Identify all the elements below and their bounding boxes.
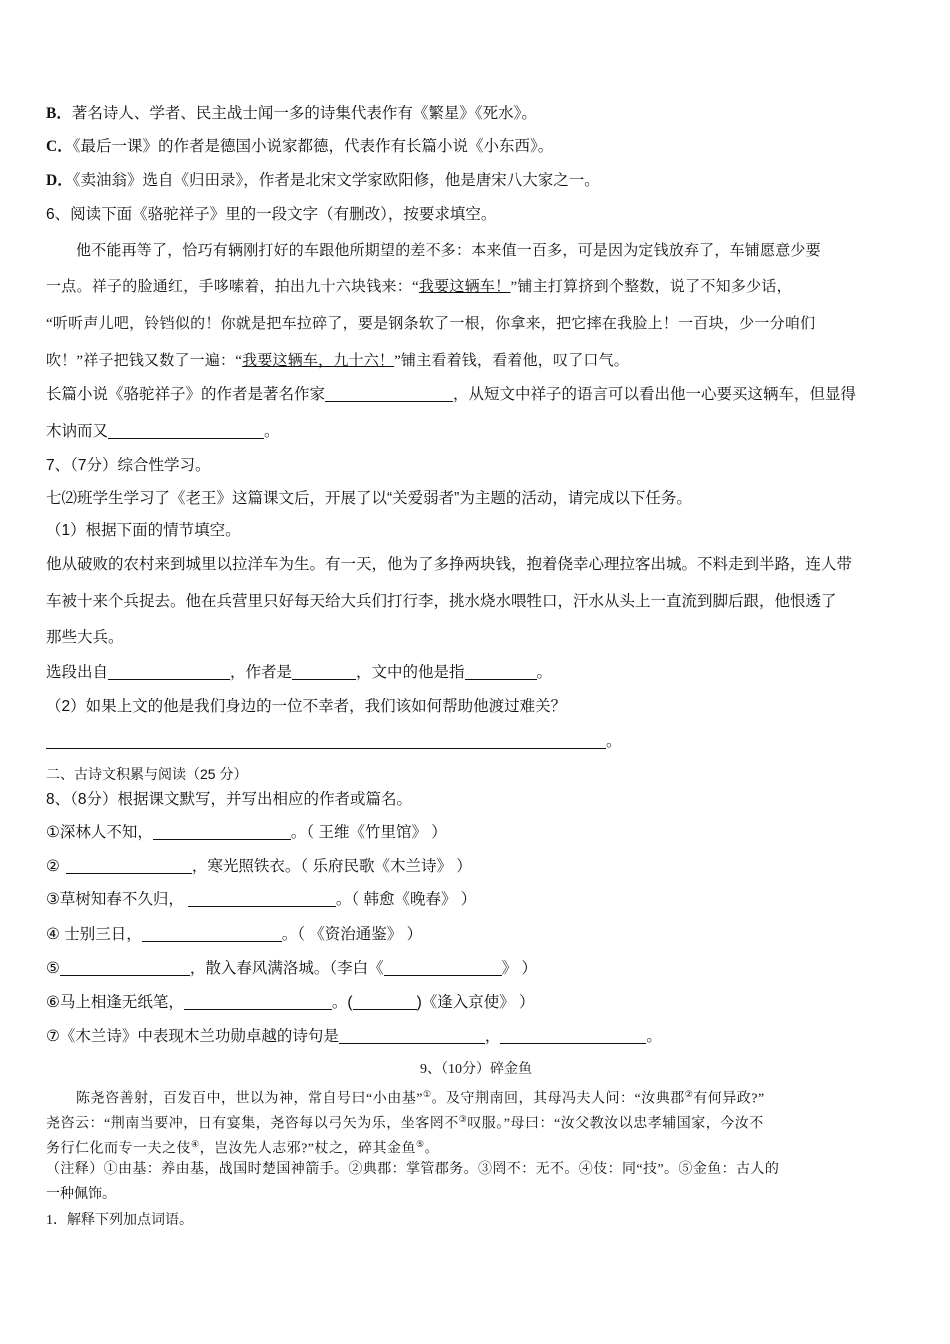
q8-line-4: [46, 924, 422, 946]
q7-para-line-1: 他从破败的农村来到城里以拉洋车为生。有一天，他为了多挣两块钱，抱着侥幸心理拉客出城。不料走到半路，连人带: [46, 556, 853, 573]
q6-fill2-text-b: 。: [264, 423, 280, 440]
q8-line-7: [46, 1026, 662, 1048]
q8-l3-text-b: 。（ 韩愈《晚春》 ）: [335, 891, 477, 908]
q8-line-1: [46, 822, 447, 844]
q6-p4-end: ”铺主看着钱，看着他，叹了口气。: [394, 353, 629, 369]
q6-p2-start: 一点。祥子的脸通红，手哆嗦着，拍出九十六块钱来：“: [46, 279, 419, 295]
q7-fill-text-d: 。: [536, 664, 553, 681]
q8-l4-text-a: ④ 士别三日，: [46, 926, 142, 943]
q7-person-blank[interactable]: [465, 663, 537, 680]
q7-sub2: （2）如果上文的他是我们身边的一位不幸者，我们该如何帮助他渡过难关？: [46, 698, 567, 715]
q7-fill-text-c: ，文中的他是指: [356, 664, 465, 681]
q8-l2-text-b: ，寒光照铁衣。（ 乐府民歌《木兰诗》 ）: [191, 858, 472, 875]
q9-t2-b: 叹服。”母曰：“汝父教汝以忠孝辅国家，今汝不: [467, 1116, 764, 1132]
q8-l6-author-blank[interactable]: [353, 993, 417, 1010]
q8-l2-text-a: ②: [46, 858, 60, 875]
q8-l1-blank[interactable]: [153, 823, 291, 840]
q8-l7-text-b: ，: [484, 1028, 501, 1045]
q6-passage-line-4: [46, 350, 629, 372]
q8-l6-blank[interactable]: [184, 993, 332, 1010]
q6-fill1-text-a: 长篇小说《骆驼祥子》的作者是著名作家: [46, 386, 326, 403]
q8-l7-text-a: ⑦《木兰诗》中表现木兰功勋卓越的诗句是: [46, 1028, 339, 1045]
q6-author-blank[interactable]: [325, 385, 453, 402]
q9-note-mark-4: ④: [191, 1139, 200, 1149]
q9-t3-c: 。: [424, 1141, 440, 1157]
q8-line-2: [46, 856, 472, 878]
q8-l3-text-a: ③草树知春不久归，: [46, 891, 184, 908]
q7-answer-end: 。: [606, 733, 622, 750]
q8-l4-text-b: 。（ 《资治通鉴》 ）: [281, 926, 423, 943]
q8-line-5: [46, 958, 537, 980]
q8-l6-text-b: 。(: [331, 994, 353, 1011]
q8-title: 8、（8分）根据课文默写，并写出相应的作者或篇名。: [46, 791, 412, 808]
q8-line-3: [46, 889, 476, 911]
q9-note-mark-2: ②: [684, 1089, 694, 1099]
q9-text-line-3: [46, 1133, 439, 1161]
q6-title: 6、阅读下面《骆驼祥子》里的一段文字（有删改），按要求填空。: [46, 206, 497, 223]
q7-para-line-3: 那些大兵。: [46, 629, 124, 646]
q7-para-line-2: 车被十来个兵捉去。他在兵营里只好每天给大兵们打行李，挑水烧水喂牲口，汗水从头上一直流到脚后跟，他恨透了: [46, 593, 837, 610]
option-b: [46, 103, 537, 125]
q6-p2-end: ”铺主打算挤到个整数，说了不知多少话，: [510, 279, 792, 295]
option-b-text: 著名诗人、学者、民主战士闻一多的诗集代表作有《繁星》《死水》。: [71, 105, 537, 122]
option-c: [46, 136, 553, 158]
q8-l5-text-b: ，散入春风满洛城。（李白《: [189, 960, 384, 977]
q6-underlined-quote-1: 我要这辆车！: [418, 279, 511, 295]
q7-fill-text-b: ，作者是: [230, 664, 293, 681]
q8-l5-title-blank[interactable]: [384, 959, 502, 976]
q7-source-blank[interactable]: [108, 663, 230, 680]
q9-text-line-2: [46, 1108, 764, 1136]
q6-passage-line-1: 他不能再等了，恰巧有辆刚打好的车跟他所期望的差不多：本来值一百多，可是因为定钱放弃了，车铺愿意少要: [76, 243, 821, 259]
q7-answer-blank[interactable]: [46, 732, 606, 749]
q8-l5-text-c: 》 ）: [501, 960, 537, 977]
q8-l6-text-c: )《逢入京使》 ）: [416, 994, 535, 1011]
option-d: [46, 170, 600, 192]
q9-t1-a: 陈尧咨善射，百发百中，世以为神，常自号曰“小由基”: [76, 1091, 423, 1107]
q7-fill-text-a: 选段出自: [46, 664, 109, 681]
q8-l3-blank[interactable]: [188, 890, 336, 907]
q8-l1-text-b: 。（ 王维《竹里馆》 ）: [290, 824, 447, 841]
q8-l2-blank[interactable]: [66, 857, 192, 874]
q9-task-1: 1．解释下列加点词语。: [46, 1213, 193, 1228]
q6-fill2-text-a: 木讷而又: [46, 423, 109, 440]
option-d-letter: D．: [46, 172, 73, 189]
q6-fill1-text-b: ，从短文中祥子的语言可以看出他一心要买这辆车，但显得: [453, 386, 857, 403]
q9-note-mark-1: ①: [422, 1089, 432, 1099]
q9-notes-line-1: （注释）①由基：养由基，战国时楚国神箭手。②典郡：掌管郡务。③罔不：无不。④伎：同“技”。⑤金鱼：古人的: [46, 1162, 780, 1177]
q8-l4-blank[interactable]: [142, 925, 282, 942]
q9-t3-b: ，岂汝先人志邪?”杖之，碎其金鱼: [199, 1141, 417, 1157]
q9-title: 9、（10分）碎金鱼: [420, 1062, 532, 1077]
q6-underlined-quote-2: 我要这辆车，九十六！: [242, 353, 395, 369]
q7-fill-line: [46, 662, 552, 684]
option-d-text: 《卖油翁》选自《归田录》，作者是北宋文学家欧阳修，他是唐宋八大家之一。: [72, 172, 600, 189]
q8-l6-text-a: ⑥马上相逢无纸笔，: [46, 994, 184, 1011]
q6-fill-line-2: [46, 421, 280, 443]
q6-passage-line-2: [46, 276, 792, 298]
q8-l5-text-a: ⑤: [46, 960, 60, 977]
q7-sub1: （1）根据下面的情节填空。: [46, 522, 241, 539]
q7-intro: 七⑵班学生学习了《老王》这篇课文后，开展了以“关爱弱者”为主题的活动，请完成以下任务。: [46, 490, 692, 507]
option-b-letter: B．: [46, 105, 72, 122]
q9-note-mark-5: ⑤: [416, 1139, 425, 1149]
q9-text-line-1: [76, 1083, 765, 1111]
q7-title: 7、（7分）综合性学习。: [46, 457, 211, 474]
option-c-text: 《最后一课》的作者是德国小说家都德，代表作有长篇小说《小东西》。: [72, 138, 554, 155]
q9-t1-b: 。及守荆南回，其母冯夫人问：“汝典郡: [431, 1091, 685, 1107]
q6-passage-line-3: “听听声儿吧，铃铛似的！你就是把车拉碎了，要是钢条软了一根，你拿来，把它摔在我脸上！一百块，少一分咱们: [46, 316, 816, 332]
q8-l7-blank-1[interactable]: [339, 1027, 485, 1044]
q9-note-mark-3: ③: [458, 1114, 468, 1124]
q9-t2-a: 尧咨云：“荆南当要冲，日有宴集，尧咨每以弓矢为乐，坐客罔不: [46, 1116, 459, 1132]
q8-l5-blank[interactable]: [60, 959, 190, 976]
q6-fill-line-1: [46, 384, 856, 406]
q8-line-6: [46, 992, 535, 1014]
q8-l7-text-c: 。: [646, 1028, 662, 1045]
q9-notes-line-2: 一种佩饰。: [46, 1187, 116, 1202]
q9-t3-a: 务行仁化而专一夫之伎: [46, 1141, 191, 1157]
q8-l1-text-a: ①深林人不知，: [46, 824, 153, 841]
section-2-title: 二、古诗文积累与阅读（25 分）: [46, 766, 248, 782]
q7-answer-line: [46, 731, 622, 753]
q7-author-blank[interactable]: [292, 663, 356, 680]
option-c-letter: C．: [46, 138, 73, 155]
q6-p4-start: 吹！”祥子把钱又数了一遍：“: [46, 353, 243, 369]
q6-trait-blank[interactable]: [108, 422, 264, 439]
q9-t1-c: 有何异政?”: [693, 1091, 765, 1107]
q8-l7-blank-2[interactable]: [500, 1027, 646, 1044]
